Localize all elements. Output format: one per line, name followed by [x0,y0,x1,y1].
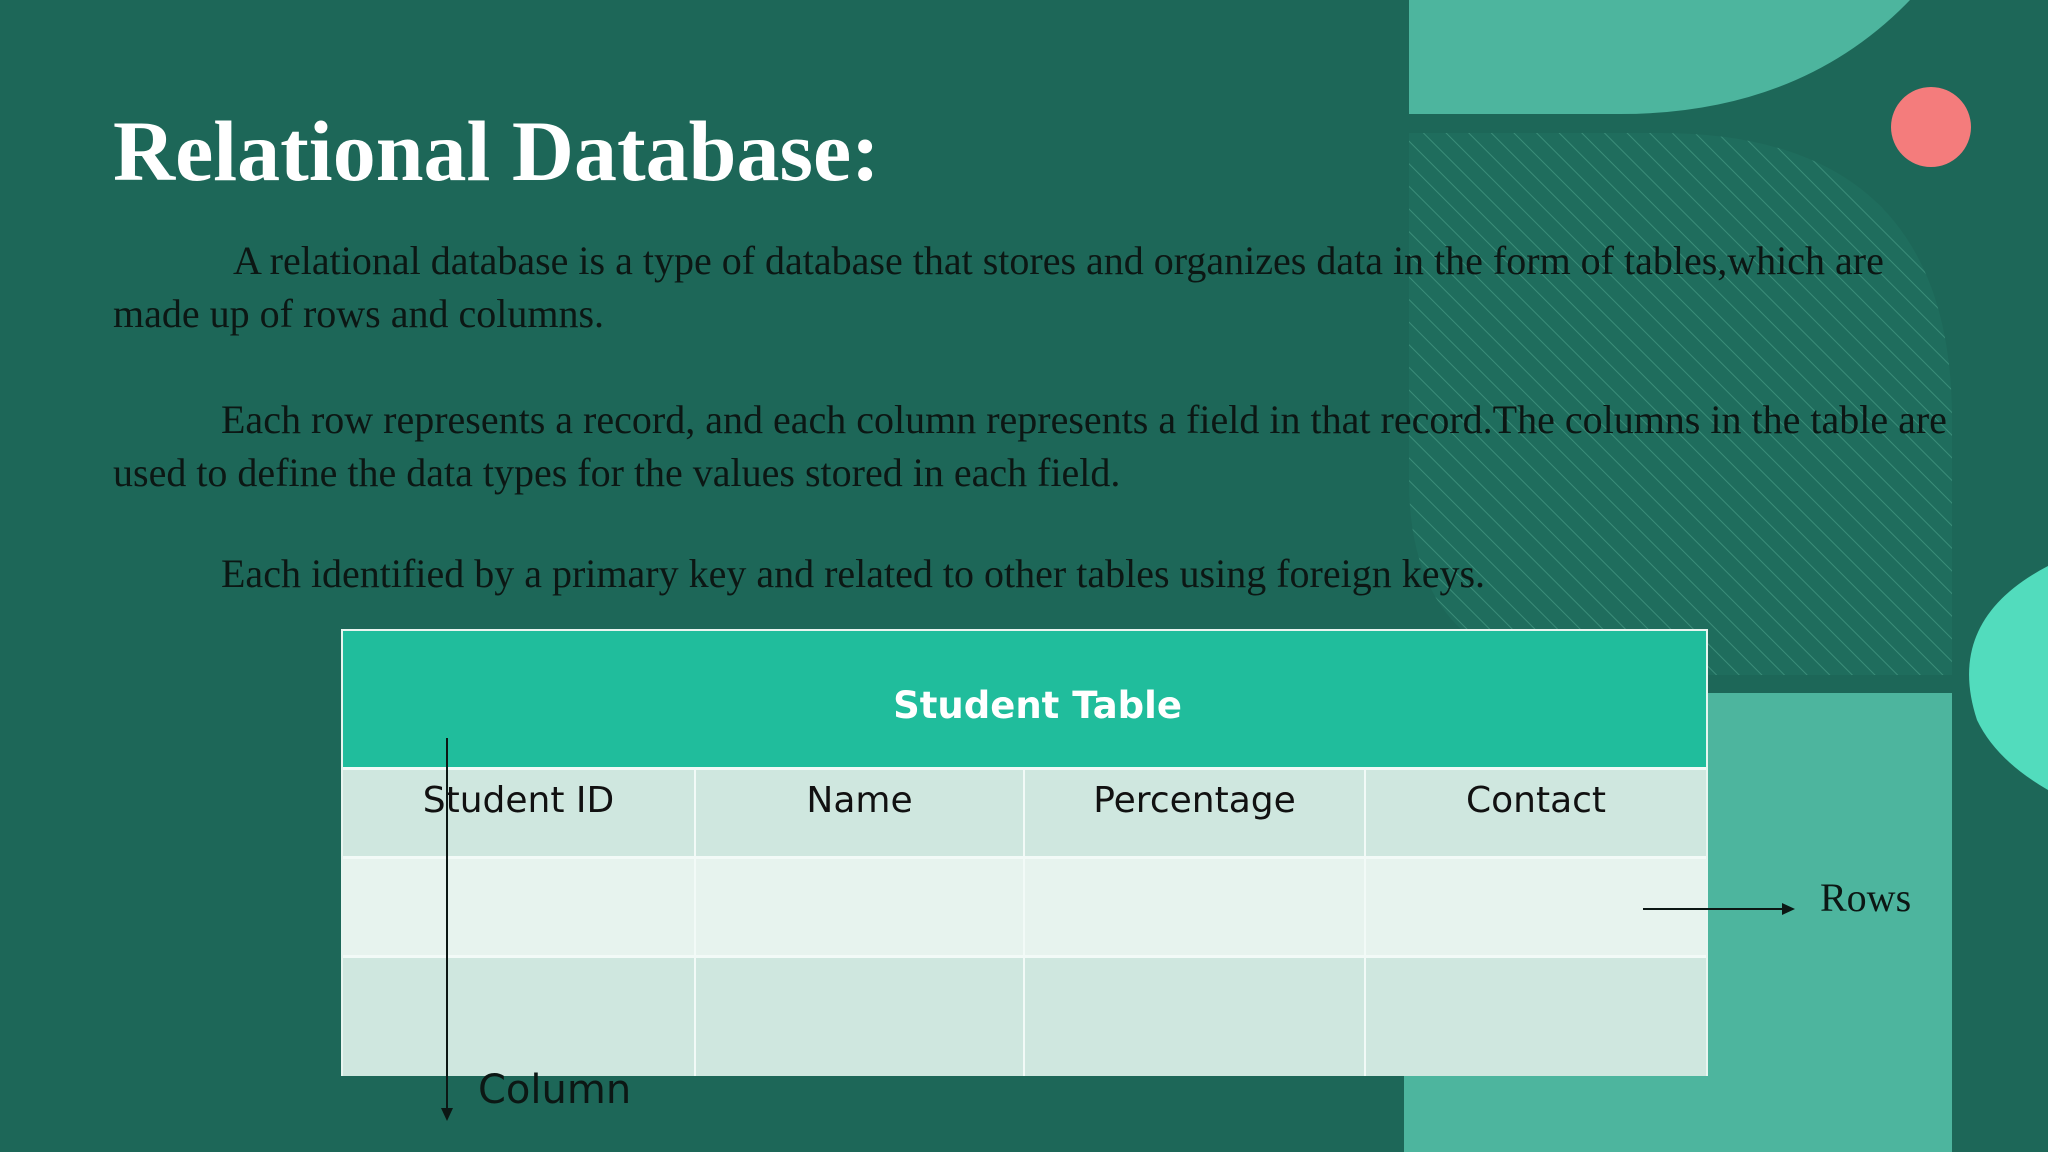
paragraph-text: A relational database is a type of database that stores and organizes data in the form of tables,which are made up of rows and columns. [113,238,1884,336]
paragraph-keys [113,547,1953,600]
deco-right-leaf [1969,566,2048,790]
table-cell [1025,856,1366,955]
column-header: Student ID [343,767,696,856]
table-title: Student Table [893,683,1182,727]
table-cell [696,856,1025,955]
paragraph-definition [113,234,1953,340]
table-row [343,856,1706,955]
table-title-bar [343,631,1706,767]
slide-title: Relational Database: [113,103,880,199]
table-grid [343,767,1706,1076]
paragraph-text: Each identified by a primary key and related to other tables using foreign keys. [221,551,1486,596]
column-header: Percentage [1025,767,1366,856]
deco-top-shape [1409,0,1910,114]
table-cell [696,955,1025,1076]
column-header: Name [696,767,1025,856]
table-cell [1366,955,1706,1076]
table-row [343,955,1706,1076]
paragraph-rows-columns [113,393,1953,499]
column-header: Contact [1366,767,1706,856]
column-label: Column [478,1067,632,1113]
table-header-row [343,767,1706,856]
table-cell [343,856,696,955]
table-cell [1025,955,1366,1076]
paragraph-text: Each row represents a record, and each column represents a field in that record.The columns in the table are used to define the data types for the values stored in each field. [113,397,1947,495]
coral-dot [1891,87,1971,167]
table-cell [1366,856,1706,955]
student-table [341,629,1708,1076]
rows-label: Rows [1820,875,1912,920]
table-cell [343,955,696,1076]
